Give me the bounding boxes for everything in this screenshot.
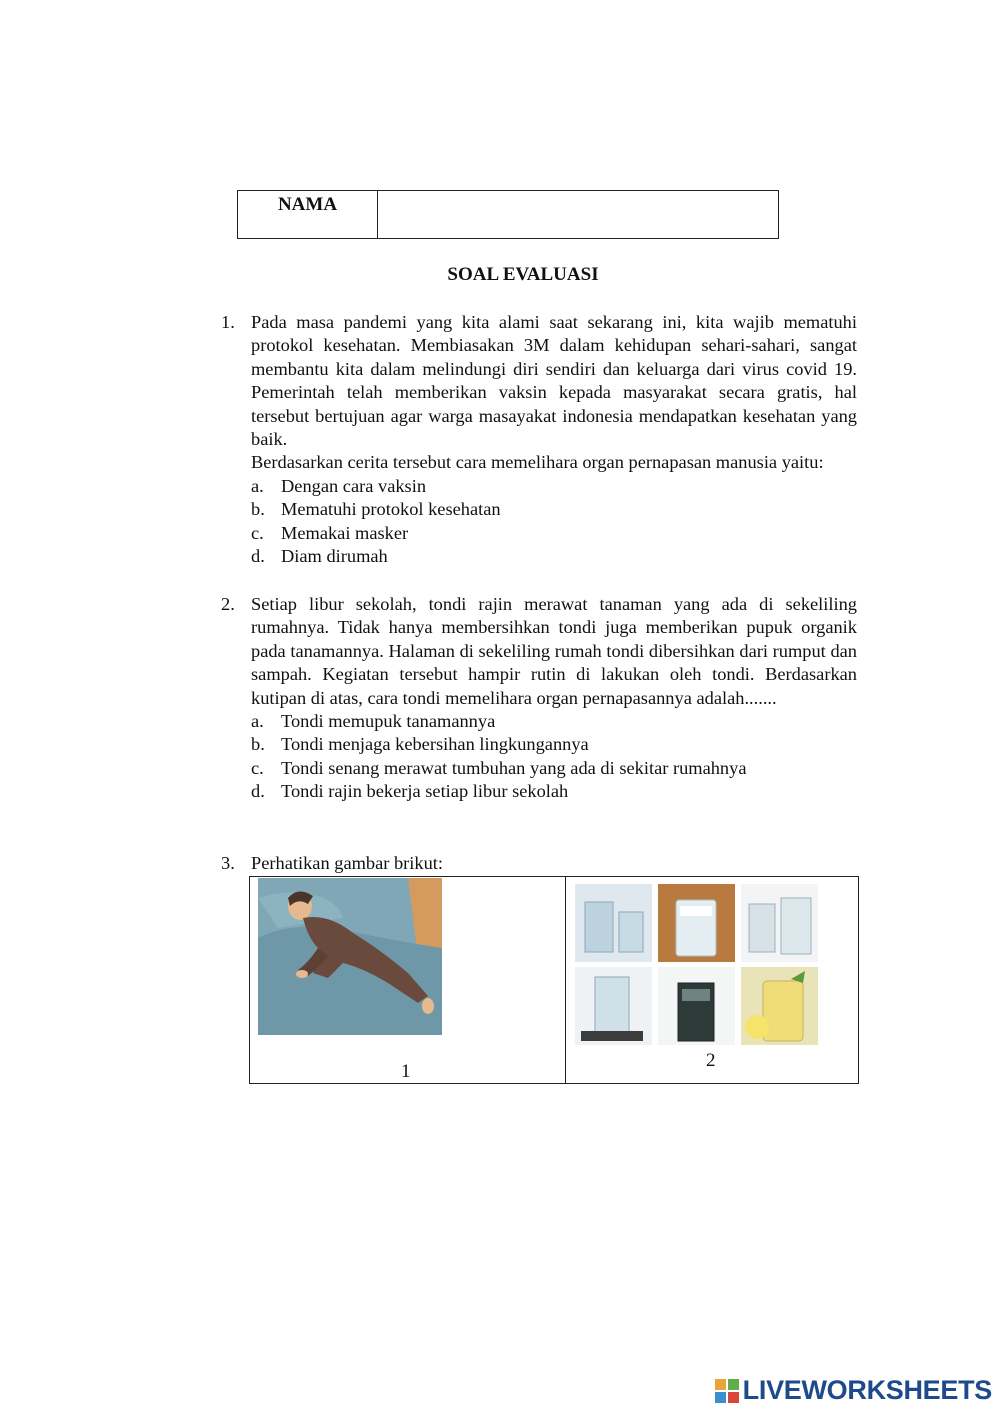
option-d[interactable] [251,780,857,803]
question-text: Pada masa pandemi yang kita alami saat sekarang ini, kita wajib mematuhi protokol kesehatan. Membiasakan 3M dalam kehidupan sehari-sahari, sangat membantu kita dalam melindungi diri sendiri dan keluarga dari virus covid 19. Pemerintah telah memberikan vaksin kepada masyarakat secara gratis, hal tersebut bertujuan agar warga masayakat indonesia mendapatkan kesehatan yang baik. [251,312,857,450]
question-number: 3. [221,853,235,873]
option-letter: d. [251,546,265,567]
glass-of-water-icon [658,884,735,962]
person-sleeping-illustration [258,878,442,1035]
option-a[interactable] [251,710,857,733]
option-text: Tondi memupuk tanamannya [281,711,496,732]
name-label: NAMA [238,191,378,238]
option-d[interactable] [251,545,857,568]
image-caption-1: 1 [401,1061,411,1082]
option-text: Mematuhi protokol kesehatan [281,499,501,520]
name-field[interactable] [378,191,778,238]
option-letter: d. [251,781,265,802]
question-text: Perhatikan gambar brikut: [251,853,444,873]
question-number: 1. [221,312,235,332]
option-letter: b. [251,734,265,755]
option-letter: b. [251,499,265,520]
brand-name: LIVEWORKSHEETS [742,1375,992,1405]
option-c[interactable] [251,757,857,780]
image-table [249,876,859,1084]
option-b[interactable] [251,498,857,521]
option-text: Dengan cara vaksin [281,475,427,496]
option-letter: a. [251,711,264,732]
option-text: Memakai masker [281,522,409,543]
question-2 [221,593,857,804]
question-3 [221,852,857,875]
option-text: Tondi rajin bekerja setiap libur sekolah [281,781,569,802]
option-letter: a. [251,475,264,496]
option-b[interactable] [251,733,857,756]
option-text: Diam dirumah [281,546,388,567]
glass-of-water-icon [658,967,735,1045]
option-text: Tondi menjaga kebersihan lingkungannya [281,734,589,755]
lemonade-glass-icon [741,967,818,1045]
question-1 [221,311,857,568]
image-caption-2: 2 [706,1050,716,1071]
liveworksheets-logo-icon [715,1379,739,1403]
liveworksheets-logo [715,1375,992,1406]
page-title: SOAL EVALUASI [447,264,599,285]
option-letter: c. [251,522,264,543]
glass-of-water-icon [741,884,818,962]
option-a[interactable] [251,475,857,498]
name-table [237,190,779,239]
image-cell-2 [566,877,858,1083]
option-text: Tondi senang merawat tumbuhan yang ada di sekitar rumahnya [281,757,747,778]
question-number: 2. [221,594,235,614]
question-text: Setiap libur sekolah, tondi rajin merawat tanaman yang ada di sekeliling rumahnya. Tidak hanya membersihkan tondi juga memberikan pupuk organik pada tanamannya. Halaman di sekeliling rumah tondi dibersihkan dari rumput dan sampah. Kegiatan tersebut hampir rutin di lakukan oleh tondi. Berdasarkan kutipan di atas, cara tondi memelihara organ pernapasannya adalah....... [251,594,857,708]
glass-of-water-icon [575,884,652,962]
option-letter: c. [251,757,264,778]
option-c[interactable] [251,522,857,545]
image-cell-1 [250,877,566,1083]
question-prompt: Berdasarkan cerita tersebut cara memelihara organ pernapasan manusia yaitu: [251,452,824,473]
glass-of-water-icon [575,967,652,1045]
